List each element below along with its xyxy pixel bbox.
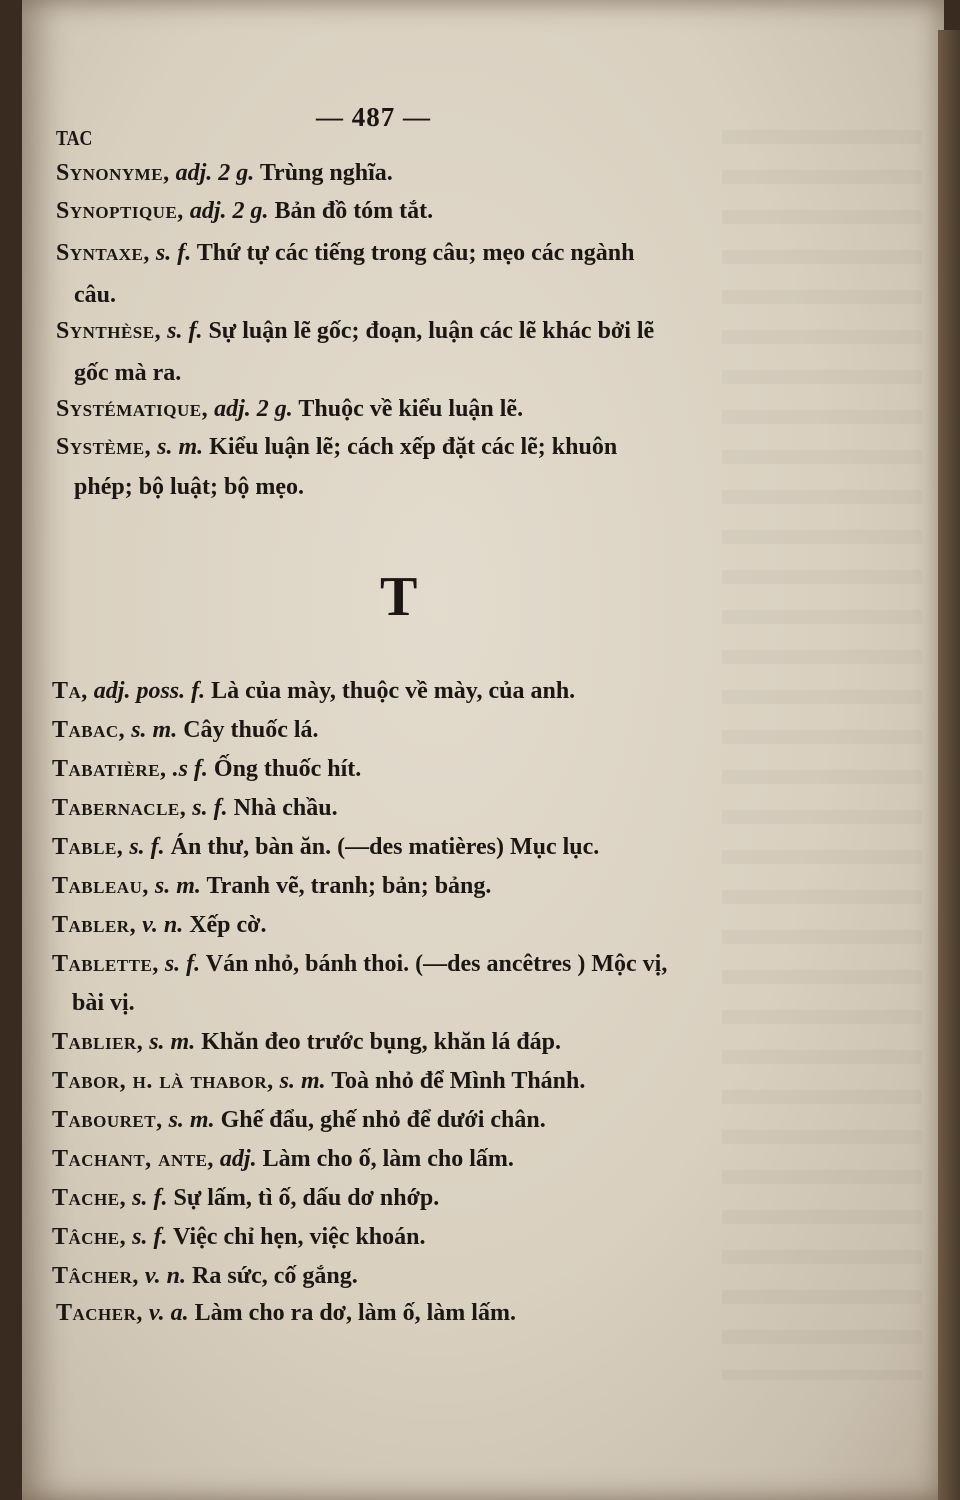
dictionary-entry xyxy=(52,867,491,905)
grammar: v. n. xyxy=(142,912,184,938)
definition: Tranh vẽ, tranh; bản; bảng. xyxy=(206,873,492,899)
definition: Bản đồ tóm tắt. xyxy=(274,198,434,224)
headword: Tabernacle, xyxy=(52,795,187,821)
dictionary-entry xyxy=(52,750,361,788)
dictionary-entry xyxy=(52,1257,358,1295)
grammar: s. m. xyxy=(154,873,201,899)
grammar: s. m. xyxy=(149,1029,196,1055)
definition: Ra sức, cố gắng. xyxy=(192,1263,358,1289)
dictionary-entry xyxy=(52,945,667,983)
dictionary-entry xyxy=(56,428,617,466)
grammar: adj. xyxy=(219,1146,257,1172)
running-head: TAC xyxy=(56,126,93,150)
dictionary-entry xyxy=(52,1179,439,1217)
headword: Tablette, xyxy=(52,951,159,977)
definition: Án thư, bàn ăn. (—des matières) Mục lục. xyxy=(170,834,600,860)
dictionary-entry xyxy=(52,906,266,944)
dictionary-entry xyxy=(52,711,319,749)
headword: Tabler, xyxy=(52,912,137,938)
definition: Trùng nghĩa. xyxy=(259,160,393,186)
grammar: s. f. xyxy=(155,240,192,266)
headword: Tabatière, xyxy=(52,756,167,782)
definition: Nhà chầu. xyxy=(233,795,338,821)
dictionary-entry xyxy=(52,1062,585,1100)
definition: Sự luận lẽ gốc; đoạn, luận các lẽ khác bởi lẽ xyxy=(208,318,655,344)
grammar: s. m. xyxy=(157,434,204,460)
grammar: s. f. xyxy=(132,1185,168,1211)
grammar: s. m. xyxy=(168,1107,215,1133)
headword: Tabouret, xyxy=(52,1107,163,1133)
definition-continuation: phép; bộ luật; bộ mẹo. xyxy=(74,474,305,500)
headword: Synoptique, xyxy=(56,198,184,224)
definition: Thuộc về kiểu luận lẽ. xyxy=(298,396,524,422)
definition: Việc chỉ hẹn, việc khoán. xyxy=(173,1224,426,1250)
grammar: s. f. xyxy=(192,795,228,821)
definition: Làm cho ố, làm cho lấm. xyxy=(262,1146,514,1172)
grammar: adj. poss. f. xyxy=(93,678,206,704)
dictionary-entry xyxy=(56,192,433,230)
grammar: s. f. xyxy=(164,951,201,977)
book-page xyxy=(22,0,944,1500)
definition: Kiểu luận lẽ; cách xếp đặt các lẽ; khuôn xyxy=(209,434,618,460)
definition: Là của mày, thuộc về mày, của anh. xyxy=(211,678,576,704)
definition-continuation: bài vị. xyxy=(72,990,135,1016)
headword: Tâcher, xyxy=(52,1263,139,1289)
dictionary-entry xyxy=(52,1218,426,1256)
grammar: adj. 2 g. xyxy=(175,160,255,186)
headword: Tachant, ante, xyxy=(52,1146,214,1172)
headword: Tabor, h. là thabor, xyxy=(52,1068,274,1094)
dictionary-entry xyxy=(52,1140,514,1178)
grammar: s. f. xyxy=(132,1224,168,1250)
grammar: s. f. xyxy=(167,318,203,344)
grammar: s. m. xyxy=(131,717,178,743)
page-number: — 487 — xyxy=(316,102,431,132)
dictionary-entry xyxy=(52,672,575,710)
book-edge xyxy=(938,30,960,1500)
dictionary-entry xyxy=(52,1101,546,1139)
dictionary-entry xyxy=(56,234,634,272)
headword: Ta, xyxy=(52,678,88,704)
definition: Toà nhỏ để Mình Thánh. xyxy=(331,1068,586,1094)
grammar: v. n. xyxy=(144,1263,187,1289)
definition: Sự lấm, tì ố, dấu dơ nhớp. xyxy=(173,1185,440,1211)
headword: Synthèse, xyxy=(56,318,162,344)
section-letter: T xyxy=(380,566,418,628)
dictionary-entry xyxy=(52,789,338,827)
grammar: adj. 2 g. xyxy=(189,198,269,224)
definition: Cây thuốc lá. xyxy=(183,717,319,743)
definition: Thứ tự các tiếng trong câu; mẹo các ngành xyxy=(196,240,635,266)
grammar: .s f. xyxy=(172,756,208,782)
definition: Làm cho ra dơ, làm ố, làm lấm. xyxy=(194,1300,516,1326)
page-text xyxy=(22,0,944,1500)
definition: Ghế đẩu, ghế nhỏ để dưới chân. xyxy=(220,1107,546,1133)
headword: Systématique, xyxy=(56,396,209,422)
dictionary-entry xyxy=(56,154,393,192)
dictionary-entry xyxy=(56,1294,516,1332)
headword: Tablier, xyxy=(52,1029,144,1055)
grammar: v. a. xyxy=(148,1300,189,1326)
headword: Tache, xyxy=(52,1185,127,1211)
headword: Table, xyxy=(52,834,124,860)
headword: Synonyme, xyxy=(56,160,170,186)
dictionary-entry xyxy=(52,828,599,866)
definition: Ván nhỏ, bánh thoi. (—des ancêtres ) Mộc vị, xyxy=(205,951,668,977)
definition: Xếp cờ. xyxy=(189,912,267,938)
dictionary-entry xyxy=(52,1023,561,1061)
definition-continuation: gốc mà ra. xyxy=(74,360,182,386)
headword: Système, xyxy=(56,434,152,460)
headword: Tâche, xyxy=(52,1224,127,1250)
headword: Syntaxe, xyxy=(56,240,150,266)
definition: Khăn đeo trước bụng, khăn lá đáp. xyxy=(201,1029,562,1055)
definition: Ống thuốc hít. xyxy=(213,756,362,782)
dictionary-entry xyxy=(56,312,654,350)
grammar: s. f. xyxy=(129,834,165,860)
dictionary-entry xyxy=(56,390,523,428)
definition-continuation: câu. xyxy=(74,282,116,308)
grammar: adj. 2 g. xyxy=(214,396,293,422)
headword: Tableau, xyxy=(52,873,149,899)
headword: Tacher, xyxy=(56,1300,143,1326)
grammar: s. m. xyxy=(279,1068,326,1094)
headword: Tabac, xyxy=(52,717,126,743)
